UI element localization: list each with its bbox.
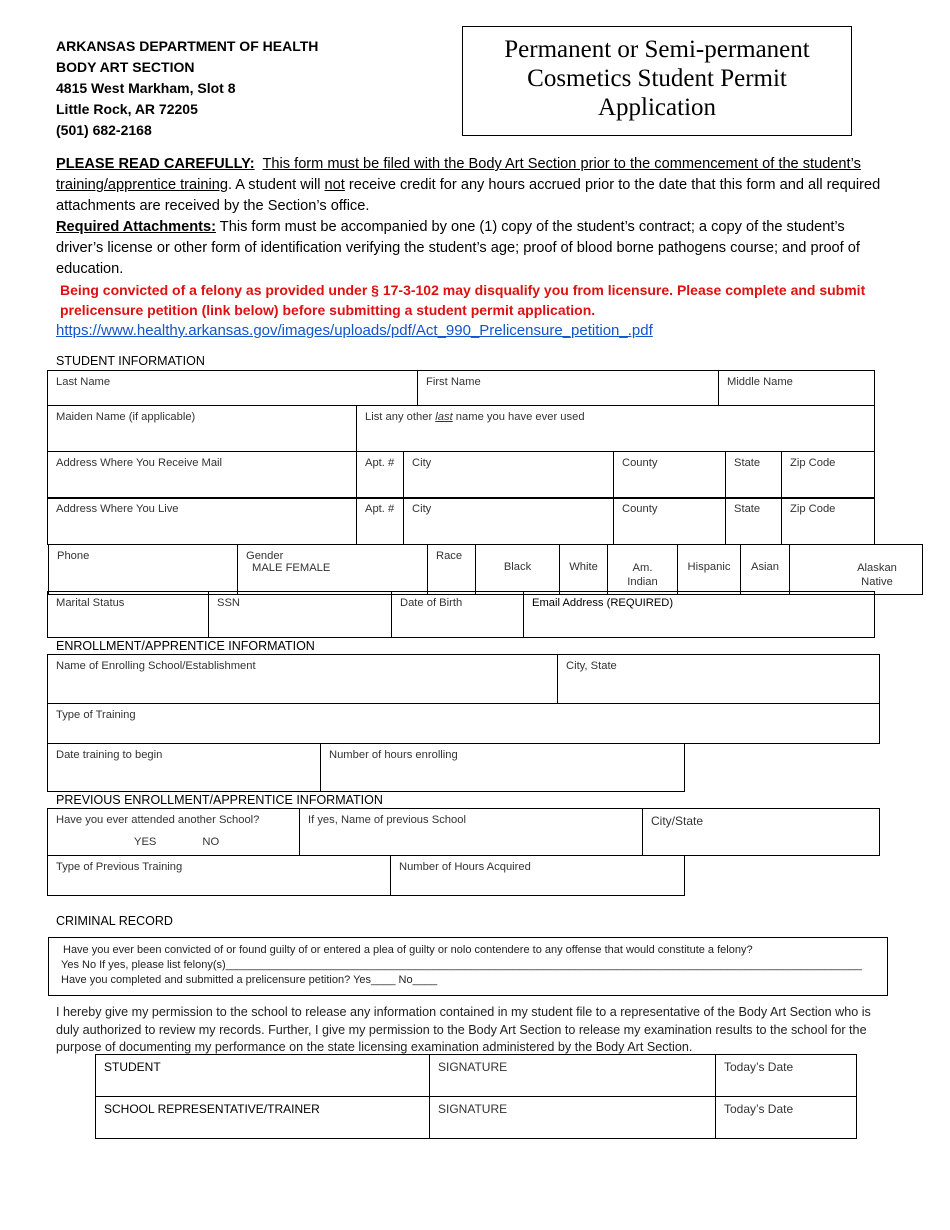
- live-state-field[interactable]: [726, 498, 782, 545]
- instructions: [56, 154, 888, 342]
- ssn-field[interactable]: [209, 592, 392, 638]
- student-label: STUDENT: [104, 1060, 161, 1074]
- email-field[interactable]: [524, 592, 875, 638]
- marital-label: Marital Status: [56, 597, 125, 609]
- live-zip-field[interactable]: [782, 498, 875, 545]
- hours-acquired-label: Number of Hours Acquired: [399, 861, 531, 873]
- enrollment-dates-table: [47, 743, 685, 792]
- criminal-record-box: [48, 937, 888, 996]
- maiden-name-label: Maiden Name (if applicable): [56, 411, 196, 423]
- maiden-name-field[interactable]: [48, 406, 357, 452]
- middle-name-label: Middle Name: [727, 376, 793, 388]
- form-title: [462, 26, 852, 136]
- gender-label: Gender: [246, 550, 284, 562]
- date-begin-label: Date training to begin: [56, 749, 163, 761]
- first-name-label: First Name: [426, 376, 481, 388]
- yes-option[interactable]: YES: [134, 836, 157, 848]
- previous-school-label: If yes, Name of previous School: [308, 814, 466, 826]
- signature-label: SIGNATURE: [438, 1102, 508, 1116]
- read-rest-b: receive credit for any hours accrued prior to the date that this form and all required attachments are received by the Section’s office.: [56, 177, 881, 214]
- race-white[interactable]: White: [560, 545, 608, 595]
- other-last-name-field[interactable]: [357, 406, 875, 452]
- rep-date-field[interactable]: [716, 1097, 857, 1139]
- title-line-2: Cosmetics Student Permit: [527, 65, 787, 92]
- gender-options[interactable]: MALE FEMALE: [252, 562, 331, 574]
- training-type-label: Type of Training: [56, 709, 136, 721]
- hours-acquired-field[interactable]: [391, 856, 685, 896]
- other-last-a: List any other: [365, 411, 436, 423]
- felony-warning: Being convicted of a felony as provided under § 17-3-102 may disqualify you from licensure. Please complete and submit prelicensure petition (link below) before submitting a student permit application.: [60, 282, 866, 318]
- mail-apt-field[interactable]: [357, 452, 404, 499]
- gender-field[interactable]: [238, 545, 428, 595]
- city-label: City: [412, 503, 432, 515]
- last-name-label: Last Name: [56, 376, 111, 388]
- mail-address-label: Address Where You Receive Mail: [56, 457, 223, 469]
- city-state-label: City, State: [566, 660, 617, 672]
- hours-enrolling-field[interactable]: [321, 744, 685, 792]
- live-county-field[interactable]: [614, 498, 726, 545]
- no-option[interactable]: NO: [202, 836, 220, 848]
- race-hispanic[interactable]: Hispanic: [678, 545, 741, 595]
- live-address-label: Address Where You Live: [56, 503, 179, 515]
- mail-address-field[interactable]: [48, 452, 357, 499]
- attended-other-school-field: [48, 809, 300, 856]
- first-name-field[interactable]: [418, 371, 719, 406]
- student-signature-label: [96, 1055, 430, 1097]
- training-type-field[interactable]: [48, 704, 880, 744]
- student-signature-field[interactable]: [430, 1055, 716, 1097]
- petition-question[interactable]: Have you completed and submitted a prelicensure petition? Yes____ No____: [61, 974, 438, 986]
- race-am-indian[interactable]: Am. Indian: [608, 545, 678, 595]
- attach-label: Required Attachments:: [56, 219, 217, 235]
- previous-city-state-label: City/State: [651, 814, 704, 828]
- previous-city-state-field[interactable]: [643, 809, 880, 856]
- school-city-state-field[interactable]: [558, 655, 880, 704]
- zip-label: Zip Code: [790, 457, 836, 469]
- read-rest-a: . A student will: [228, 177, 325, 193]
- title-line-1: Permanent or Semi-permanent: [504, 36, 810, 63]
- agency-street: 4815 West Markham, Slot 8: [56, 80, 236, 96]
- previous-training-label: Type of Previous Training: [56, 861, 183, 873]
- state-label: State: [734, 503, 761, 515]
- last-name-field[interactable]: [48, 371, 418, 406]
- hours-enrolling-label: Number of hours enrolling: [329, 749, 458, 761]
- date-label: Today’s Date: [724, 1060, 794, 1074]
- read-label: PLEASE READ CAREFULLY:: [56, 156, 255, 172]
- mail-state-field[interactable]: [726, 452, 782, 499]
- date-begin-field[interactable]: [48, 744, 321, 792]
- agency-phone: (501) 682-2168: [56, 122, 152, 138]
- student-name-table: [47, 370, 875, 406]
- mail-city-field[interactable]: [404, 452, 614, 499]
- other-last-name-label: [365, 411, 866, 423]
- signature-label: SIGNATURE: [438, 1060, 508, 1074]
- petition-link[interactable]: https://www.healthy.arkansas.gov/images/uploads/pdf/Act_990_Prelicensure_petition_.pdf: [56, 322, 653, 339]
- read-underlined: This form must be filed with the Body Art Section prior to the commencement of the student’s training/apprentice training: [56, 156, 861, 193]
- previous-training-field[interactable]: [48, 856, 391, 896]
- signature-table: [95, 1054, 857, 1139]
- read-carefully: [56, 154, 888, 217]
- criminal-heading: CRIMINAL RECORD: [56, 914, 173, 928]
- required-attachments: [56, 217, 888, 280]
- dob-label: Date of Birth: [400, 597, 463, 609]
- enrollment-heading: ENROLLMENT/APPRENTICE INFORMATION: [56, 639, 315, 653]
- personal-table: [47, 591, 875, 638]
- attach-text: This form must be accompanied by one (1) copy of the student’s contract; a copy of the student’s driver’s license or other form of identification verifying the student’s age; proof of blood borne pathogens course; and proof of education.: [56, 219, 860, 277]
- rep-label: SCHOOL REPRESENTATIVE/TRAINER: [104, 1102, 320, 1116]
- felony-question: Have you ever been convicted of or found guilty of or entered a plea of guilty or nolo contendere to any offense that would constitute a felony?: [63, 944, 753, 956]
- enrolling-school-field[interactable]: [48, 655, 558, 704]
- previous-table: [47, 808, 880, 856]
- rep-signature-label: [96, 1097, 430, 1139]
- permission-statement: I hereby give my permission to the school to release any information contained in my student file to a representative of the Body Art Section who is duly authorized to review my records. Further, I give my permission to the Body Art Section to release my examination results to the school for the purpose of documenting my performance on the state licensing examination administered by the Body Art Section.: [56, 1005, 871, 1054]
- agency-city: Little Rock, AR 72205: [56, 101, 198, 117]
- previous-school-field[interactable]: [300, 809, 643, 856]
- phone-field[interactable]: [49, 545, 238, 595]
- phone-label: Phone: [57, 550, 90, 562]
- previous-heading: PREVIOUS ENROLLMENT/APPRENTICE INFORMATION: [56, 793, 383, 807]
- school-label: Name of Enrolling School/Establishment: [56, 660, 256, 672]
- ssn-label: SSN: [217, 597, 241, 609]
- middle-name-field[interactable]: [719, 371, 875, 406]
- other-last-b: name you have ever used: [452, 411, 585, 423]
- mail-county-field[interactable]: [614, 452, 726, 499]
- apt-label: Apt. #: [365, 503, 395, 515]
- mail-zip-field[interactable]: [782, 452, 875, 499]
- apt-label: Apt. #: [365, 457, 395, 469]
- zip-label: Zip Code: [790, 503, 836, 515]
- student-date-field[interactable]: [716, 1055, 857, 1097]
- felony-list-line[interactable]: Yes No If yes, please list felony(s)________________________________________________________________________________________________________: [61, 959, 862, 971]
- county-label: County: [622, 457, 658, 469]
- race-black[interactable]: Black: [476, 545, 560, 595]
- race-field: [428, 545, 476, 595]
- student-info-heading: STUDENT INFORMATION: [56, 354, 205, 368]
- read-not: not: [324, 177, 345, 193]
- enrollment-table: [47, 654, 880, 744]
- attended-label: Have you ever attended another School?: [56, 814, 260, 826]
- dob-field[interactable]: [392, 592, 524, 638]
- marital-status-field[interactable]: [48, 592, 209, 638]
- city-label: City: [412, 457, 432, 469]
- state-label: State: [734, 457, 761, 469]
- race-asian[interactable]: Asian: [741, 545, 790, 595]
- live-address-table: [47, 497, 875, 545]
- email-label: Email Address (REQUIRED): [532, 597, 674, 609]
- county-label: County: [622, 503, 658, 515]
- agency-name: ARKANSAS DEPARTMENT OF HEALTH: [56, 38, 319, 54]
- live-address-field[interactable]: [48, 498, 357, 545]
- race-label: Race: [436, 550, 463, 562]
- previous-training-table: [47, 855, 685, 896]
- date-label: Today’s Date: [724, 1102, 794, 1116]
- title-line-3: Application: [597, 94, 717, 121]
- demographics-table: [48, 544, 923, 595]
- live-apt-field[interactable]: [357, 498, 404, 545]
- rep-signature-field[interactable]: [430, 1097, 716, 1139]
- race-alaskan-native[interactable]: Alaskan Native: [790, 545, 923, 595]
- agency-section: BODY ART SECTION: [56, 59, 195, 75]
- other-last-em: last: [435, 411, 453, 423]
- agency-address: [56, 36, 318, 141]
- live-city-field[interactable]: [404, 498, 614, 545]
- maiden-name-table: [47, 405, 875, 452]
- mail-address-table: [47, 451, 875, 499]
